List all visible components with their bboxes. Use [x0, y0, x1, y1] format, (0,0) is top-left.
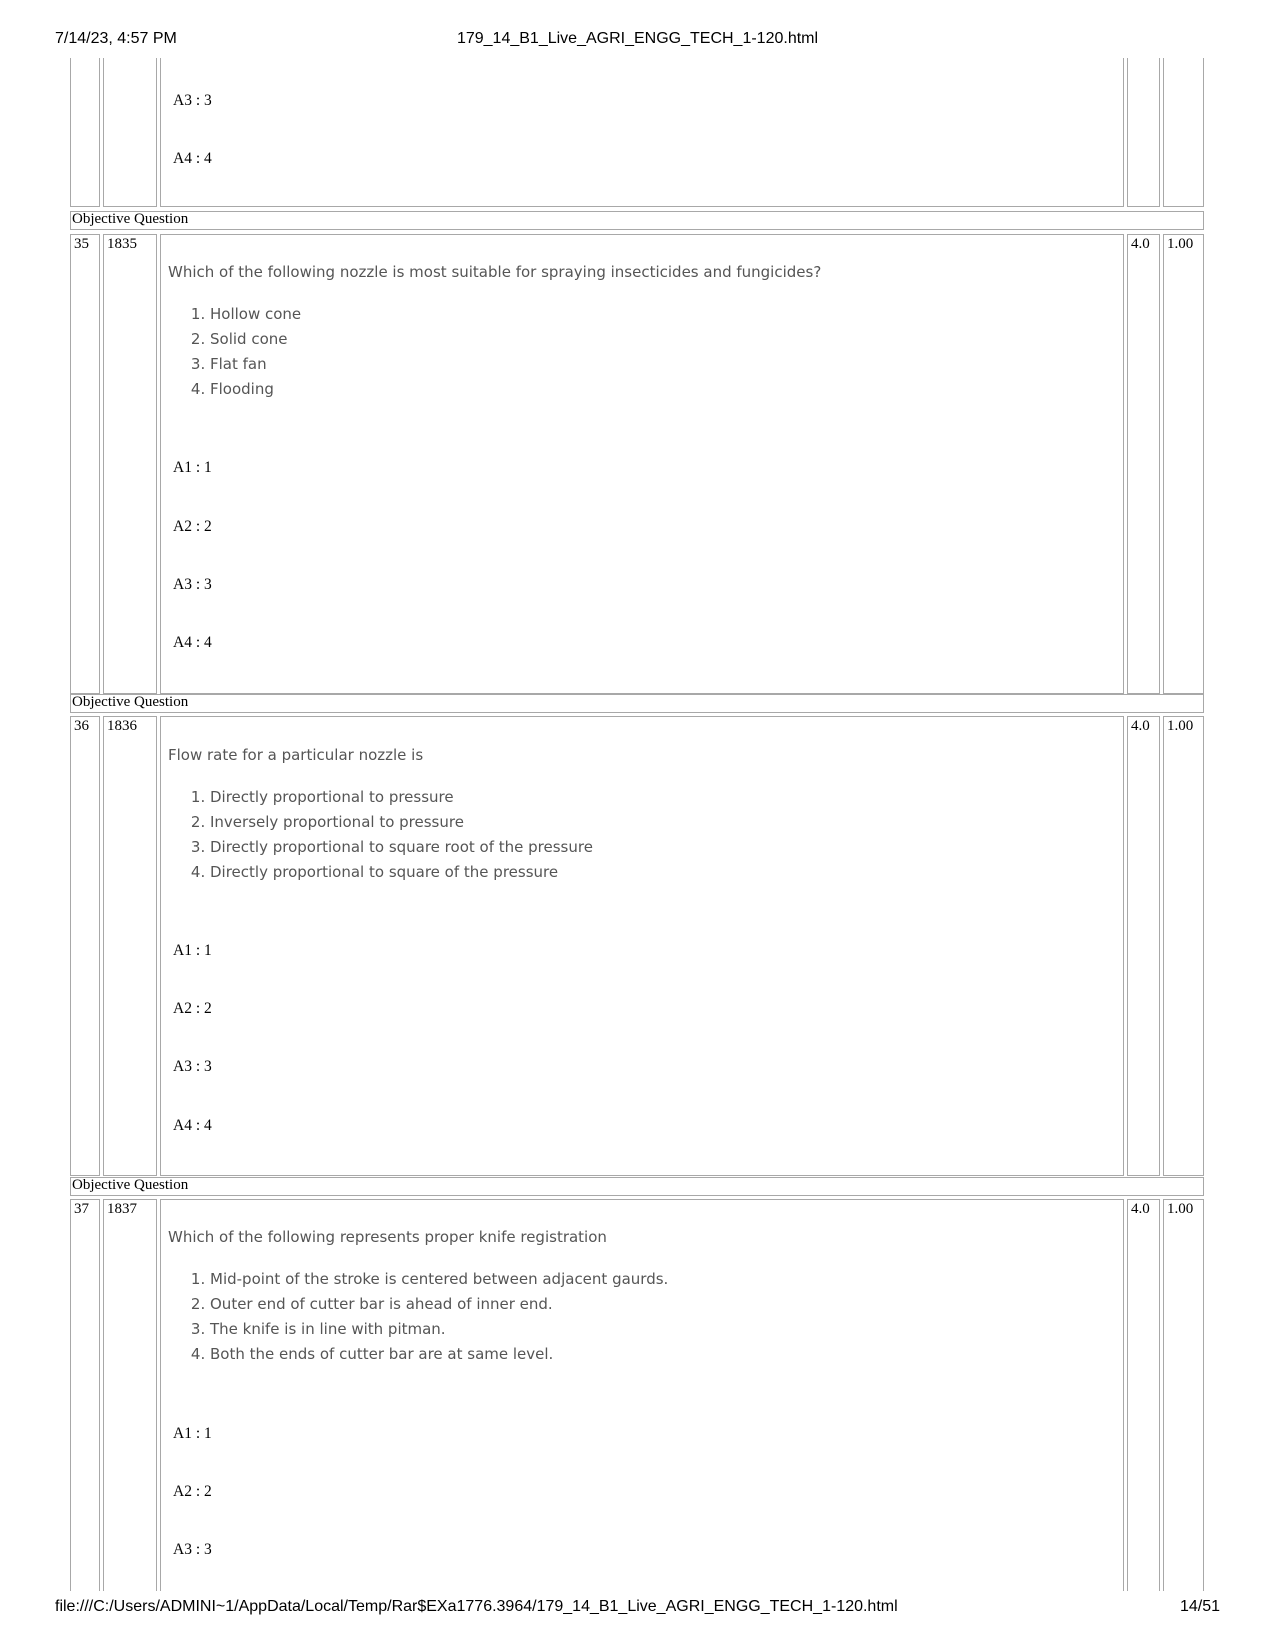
serial-cell [70, 234, 100, 694]
marks-value: 4.0 [1131, 236, 1150, 252]
question-id-cell [103, 1199, 157, 1591]
print-file-path: file:///C:/Users/ADMINI~1/AppData/Local/Temp/Rar$EXa1776.3964/179_14_B1_Live_AGRI_ENGG_TECH_1-120.html [55, 1598, 898, 1615]
prev-question-cell [160, 58, 1124, 207]
answer-key: A2 : 2 [173, 518, 212, 535]
marks-value: 4.0 [1131, 718, 1150, 734]
question-cell [160, 1199, 1124, 1591]
question-id: 1837 [107, 1201, 137, 1217]
prev-id-cell [103, 58, 157, 207]
section-label: Objective Question [72, 694, 189, 710]
prev-serial-cell [70, 58, 100, 207]
answer-key: A1 : 1 [173, 459, 212, 476]
prev-marks-cell [1127, 58, 1160, 207]
section-bar [70, 694, 1204, 713]
option-item: 3. Directly proportional to square root of the pressure [210, 835, 593, 860]
negative-marks-cell [1163, 1199, 1204, 1591]
marks-cell [1127, 716, 1160, 1176]
marks-cell [1127, 1199, 1160, 1591]
options-list [168, 785, 593, 885]
option-item: 3. The knife is in line with pitman. [210, 1317, 668, 1342]
answer-key: A2 : 2 [173, 1483, 212, 1500]
negative-marks-cell [1163, 716, 1204, 1176]
answer-key: A2 : 2 [173, 1000, 212, 1017]
prev-answer-4: A4 : 4 [173, 150, 212, 167]
option-item: 1. Mid-point of the stroke is centered between adjacent gaurds. [210, 1267, 668, 1292]
section-label: Objective Question [72, 211, 189, 227]
serial-cell [70, 1199, 100, 1591]
print-page-number: 14/51 [1179, 1598, 1220, 1615]
option-item: 1. Directly proportional to pressure [210, 785, 593, 810]
negative-marks-value: 1.00 [1167, 1201, 1194, 1217]
answer-key: A4 : 4 [173, 1117, 212, 1134]
options-list [168, 1267, 668, 1367]
section-bar [70, 1177, 1204, 1196]
answer-key: A3 : 3 [173, 1541, 212, 1558]
question-id: 1836 [107, 718, 137, 734]
print-datetime: 7/14/23, 4:57 PM [55, 30, 177, 47]
serial-number: 35 [74, 236, 89, 252]
option-item: 4. Directly proportional to square of the pressure [210, 860, 593, 885]
question-id-cell [103, 716, 157, 1176]
answer-key: A1 : 1 [173, 942, 212, 959]
section-bar [70, 211, 1204, 230]
question-cell [160, 234, 1124, 694]
question-text: Which of the following nozzle is most suitable for spraying insecticides and fungicides? [168, 263, 822, 281]
option-item: 3. Flat fan [210, 352, 301, 377]
option-item: 2. Outer end of cutter bar is ahead of inner end. [210, 1292, 668, 1317]
answer-key: A4 : 4 [173, 634, 212, 651]
answer-key: A3 : 3 [173, 576, 212, 593]
option-item: 1. Hollow cone [210, 302, 301, 327]
options-list [168, 302, 301, 402]
answer-key: A3 : 3 [173, 1058, 212, 1075]
print-title: 179_14_B1_Live_AGRI_ENGG_TECH_1-120.html [456, 30, 819, 47]
question-text: Flow rate for a particular nozzle is [168, 746, 424, 764]
prev-answer-3: A3 : 3 [173, 92, 212, 109]
serial-number: 37 [74, 1201, 89, 1217]
option-item: 4. Both the ends of cutter bar are at same level. [210, 1342, 668, 1367]
negative-marks-value: 1.00 [1167, 236, 1194, 252]
option-item: 2. Inversely proportional to pressure [210, 810, 593, 835]
negative-marks-value: 1.00 [1167, 718, 1194, 734]
question-text: Which of the following represents proper knife registration [168, 1228, 607, 1246]
question-id-cell [103, 234, 157, 694]
question-id: 1835 [107, 236, 137, 252]
prev-negative-cell [1163, 58, 1204, 207]
serial-number: 36 [74, 718, 89, 734]
section-label: Objective Question [72, 1177, 189, 1193]
serial-cell [70, 716, 100, 1176]
option-item: 4. Flooding [210, 377, 301, 402]
marks-value: 4.0 [1131, 1201, 1150, 1217]
answer-key: A1 : 1 [173, 1425, 212, 1442]
marks-cell [1127, 234, 1160, 694]
option-item: 2. Solid cone [210, 327, 301, 352]
negative-marks-cell [1163, 234, 1204, 694]
